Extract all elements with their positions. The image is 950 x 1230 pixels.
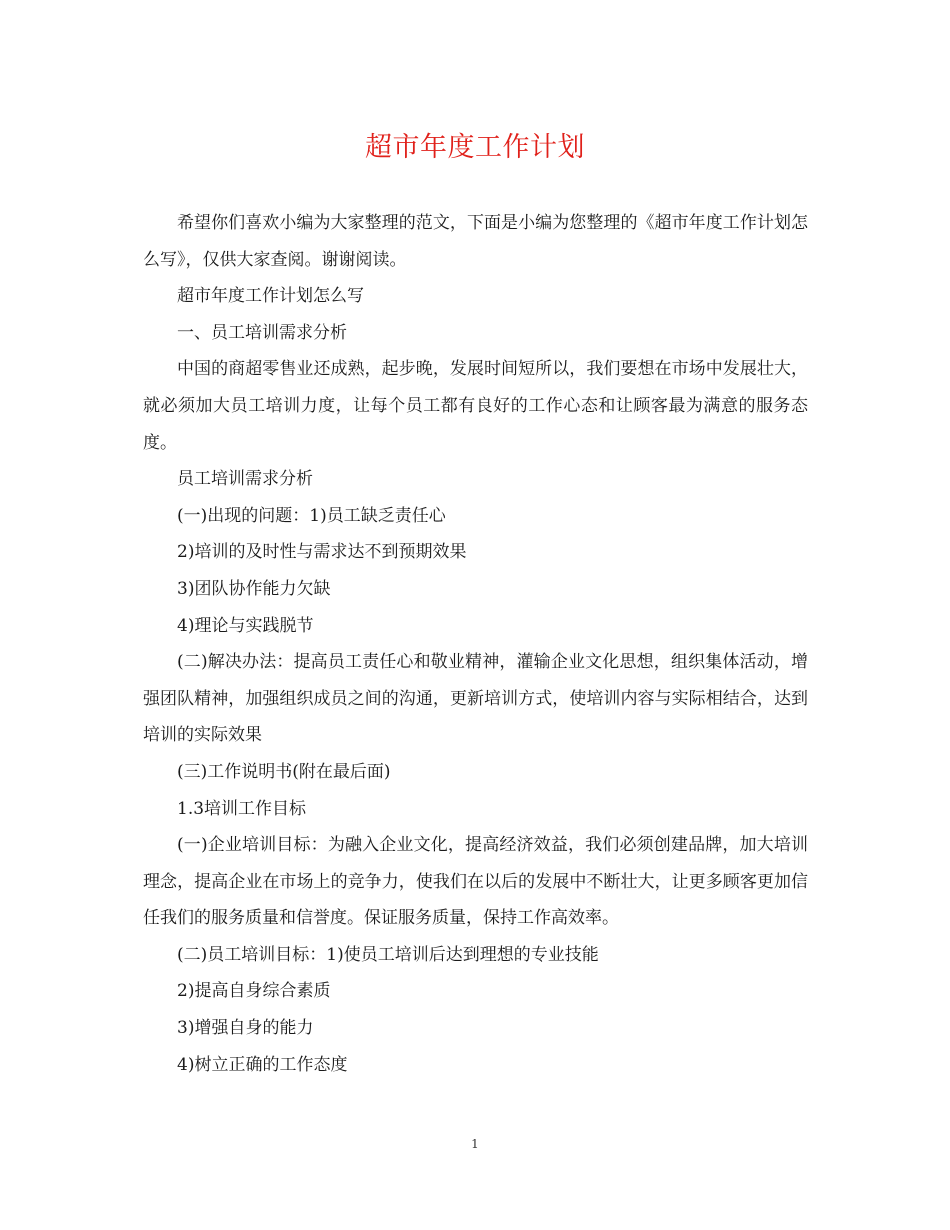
section-heading-1: 一、员工培训需求分析 [177, 322, 347, 343]
list-item-employee-goal-1: (二)员工培训目标：1)使员工培训后达到理想的专业技能 [177, 944, 599, 965]
list-item-employee-goal-4: 4)树立正确的工作态度 [177, 1054, 348, 1075]
list-item-employee-goal-3: 3)增强自身的能力 [177, 1018, 314, 1039]
page-number: 1 [471, 1137, 479, 1151]
document-body [143, 205, 808, 1083]
paragraph-background: 中国的商超零售业还成熟，起步晚，发展时间短所以，我们要想在市场中发展壮大，就必须加大员工培训力度，让每个员工都有良好的工作心态和让顾客最为满意的服务态度。 [143, 359, 808, 453]
paragraph-job-description: (三)工作说明书(附在最后面) [177, 761, 391, 782]
list-item-problem-1: (一)出现的问题：1)员工缺乏责任心 [177, 505, 446, 526]
subheading-training-goals: 1.3培训工作目标 [177, 798, 307, 819]
paragraph-solutions: (二)解决办法：提高员工责任心和敬业精神，灌输企业文化思想，组织集体活动，增强团队精神，加强组织成员之间的沟通，更新培训方式，使培训内容与实际相结合，达到培训的实际效果 [143, 652, 808, 746]
list-item-employee-goal-2: 2)提高自身综合素质 [177, 981, 331, 1002]
paragraph-company-goals: (一)企业培训目标：为融入企业文化，提高经济效益，我们必须创建品牌，加大培训理念，提高企业在市场上的竞争力，使我们在以后的发展中不断壮大，让更多顾客更加信任我们的服务质量和信誉度。保证服务质量，保持工作高效率。 [143, 835, 808, 929]
subheading-needs-analysis: 员工培训需求分析 [177, 469, 313, 490]
paragraph-subtitle: 超市年度工作计划怎么写 [177, 286, 364, 307]
list-item-problem-4: 4)理论与实践脱节 [177, 615, 314, 636]
document-title: 超市年度工作计划 [365, 132, 585, 163]
list-item-problem-3: 3)团队协作能力欠缺 [177, 578, 331, 599]
list-item-problem-2: 2)培训的及时性与需求达不到预期效果 [177, 542, 467, 563]
paragraph-intro: 希望你们喜欢小编为大家整理的范文，下面是小编为您整理的《超市年度工作计划怎么写》，仅供大家查阅。谢谢阅读。 [143, 213, 808, 270]
